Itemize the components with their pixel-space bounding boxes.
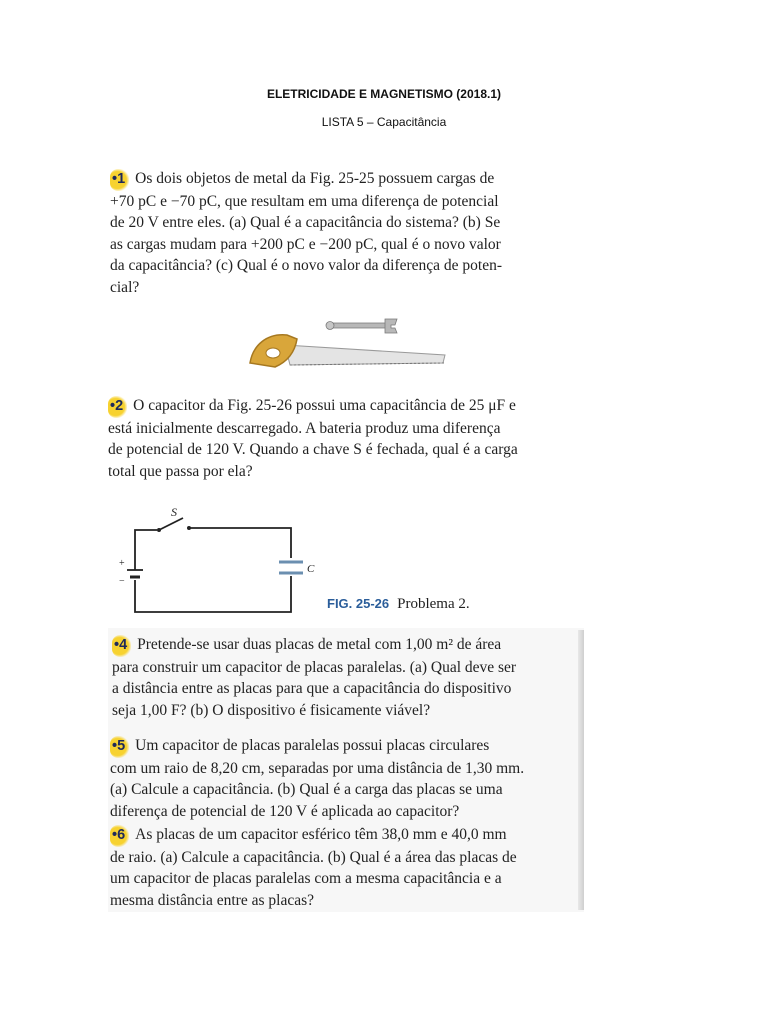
- problem-number: •1: [110, 169, 129, 191]
- problem-2: [108, 395, 518, 482]
- document-title: ELETRICIDADE E MAGNETISMO (2018.1): [266, 87, 502, 101]
- figure-label: FIG. 25-26: [327, 596, 390, 611]
- problem-line: para construir um capacitor de placas paralelas. (a) Qual deve ser: [112, 658, 517, 676]
- problem-number: •2: [108, 396, 127, 418]
- problem-number: •4: [112, 635, 131, 657]
- problem-line: as cargas mudam para +200 pC e −200 pC, qual é o novo valor: [110, 235, 501, 253]
- problem-line: de potencial de 120 V. Quando a chave S é fechada, qual é a carga: [108, 441, 518, 458]
- problem-number: •5: [110, 736, 129, 758]
- problem-line: •6 As placas de um capacitor esférico têm 38,0 mm e 40,0 mm: [110, 824, 517, 847]
- capacitor-label: C: [307, 563, 315, 575]
- problem-line: mesma distância entre as placas?: [110, 891, 314, 909]
- problem-line: seja 1,00 F? (b) O dispositivo é fisicamente viável?: [112, 701, 431, 719]
- problem-1: [110, 168, 502, 298]
- problem-line: da capacitância? (c) Qual é o novo valor da diferença de poten-: [110, 257, 503, 274]
- problem-line: total que passa por ela?: [108, 462, 253, 480]
- switch-label: S: [171, 505, 177, 519]
- problem-line: (a) Calcule a capacitância. (b) Qual é a carga das placas se uma: [110, 781, 503, 798]
- scan-edge: [578, 630, 584, 910]
- problem-line: de raio. (a) Calcule a capacitância. (b) Qual é a área das placas de: [110, 848, 517, 866]
- problem-line: +70 pC e −70 pC, que resultam em uma diferença de potencial: [110, 192, 499, 210]
- circuit-diagram: [115, 500, 315, 620]
- problem-line: •5 Um capacitor de placas paralelas possui placas circulares: [110, 735, 524, 758]
- metal-objects-illustration: [245, 315, 450, 373]
- problem-line: um capacitor de placas paralelas com a mesma capacitância e a: [110, 870, 502, 887]
- problem-line: de 20 V entre eles. (a) Qual é a capacitância do sistema? (b) Se: [110, 214, 501, 231]
- problem-line: •2 O capacitor da Fig. 25-26 possui uma capacitância de 25 μF e: [108, 395, 518, 418]
- problem-number: •6: [110, 825, 129, 847]
- problem-4: [112, 634, 516, 721]
- problem-line: •4 Pretende-se usar duas placas de metal com 1,00 m² de área: [112, 634, 516, 657]
- figure-caption: [327, 596, 470, 613]
- figure-caption-text: Problema 2.: [397, 596, 470, 612]
- document-subtitle: LISTA 5 – Capacitância: [321, 115, 447, 129]
- problem-line: com um raio de 8,20 cm, separadas por uma distância de 1,30 mm.: [110, 759, 525, 777]
- problem-line: a distância entre as placas para que a capacitância do dispositivo: [112, 680, 512, 697]
- problem-line: cial?: [110, 278, 140, 296]
- problem-line: •1 Os dois objetos de metal da Fig. 25-25 possuem cargas de: [110, 168, 502, 191]
- battery-plus-label: +: [119, 558, 125, 569]
- problem-line: está inicialmente descarregado. A bateria produz uma diferença: [108, 419, 501, 437]
- battery-minus-label: −: [119, 576, 125, 587]
- problem-6: [110, 824, 517, 911]
- problem-5: [110, 735, 524, 822]
- problem-line: diferença de potencial de 120 V é aplicada ao capacitor?: [110, 802, 460, 820]
